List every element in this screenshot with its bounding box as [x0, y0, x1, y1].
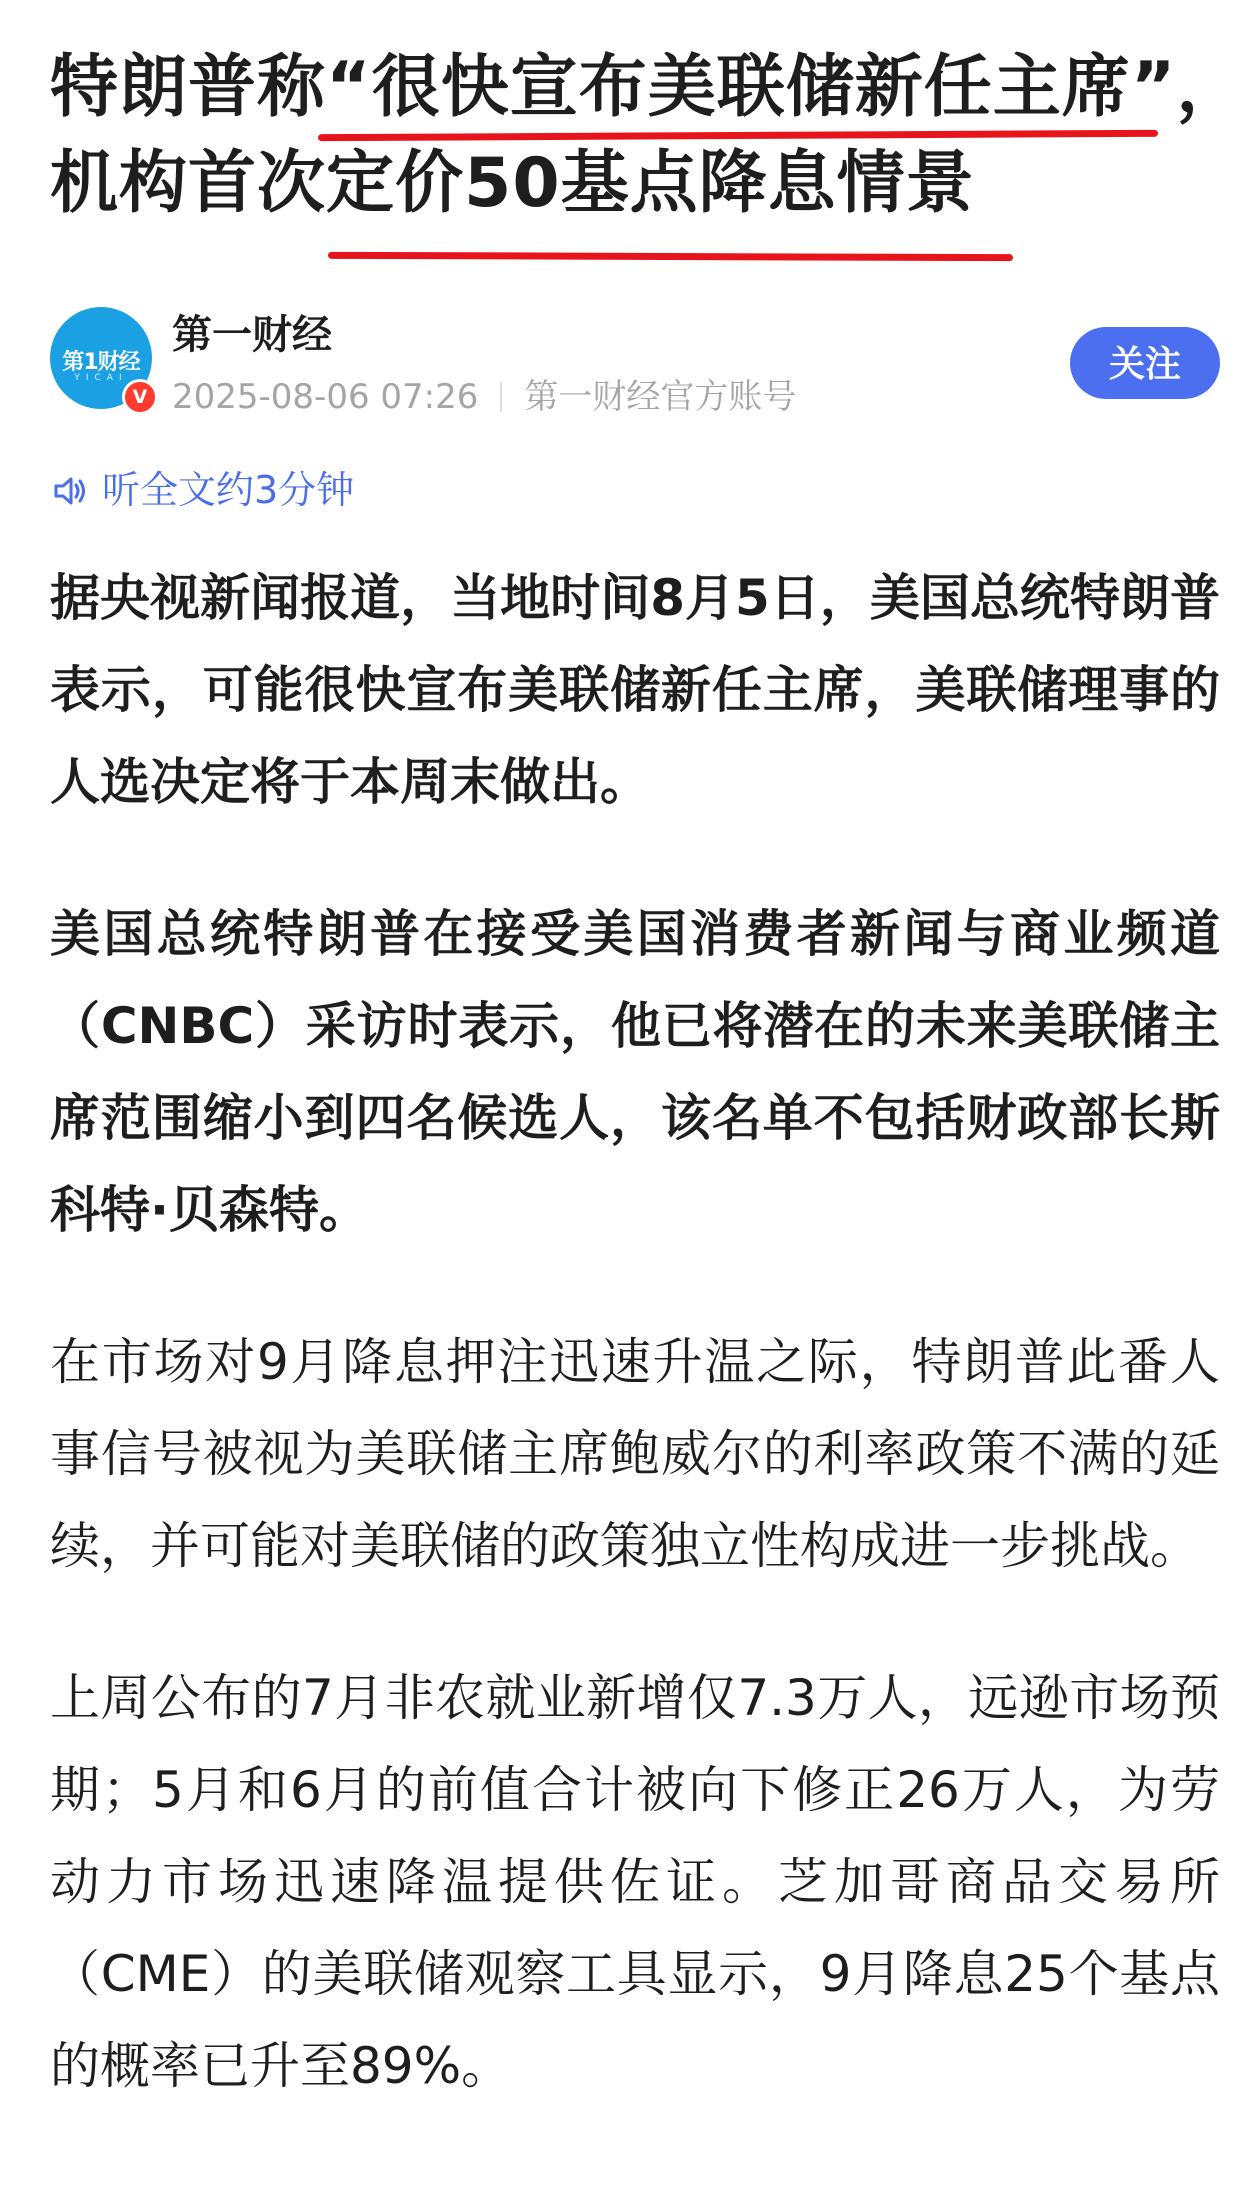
red-underline-annotation: [328, 252, 1013, 261]
paragraph-3: 在市场对9月降息押注迅速升温之际，特朗普此番人事信号被视为美联储主席鲍威尔的利率政策不满的延续，并可能对美联储的政策独立性构成进一步挑战。: [50, 1333, 1220, 1575]
publish-date: 2025-08-06 07:26: [172, 377, 479, 417]
paragraph-2: 美国总统特朗普在接受美国消费者新闻与商业频道（CNBC）采访时表示，他已将潜在的未来美联储主席范围缩小到四名候选人，该名单不包括财政部长斯科特·贝森特。: [50, 905, 1220, 1239]
meta-divider: [500, 382, 502, 412]
speaker-icon: [52, 473, 88, 509]
author-meta: [172, 369, 796, 418]
paragraph-1: 据央视新闻报道，当地时间8月5日，美国总统特朗普表示，可能很快宣布美联储新任主席，美联储理事的人选决定将于本周末做出。: [50, 569, 1220, 811]
verified-badge-icon: V: [122, 379, 158, 415]
follow-button[interactable]: 关注: [1070, 327, 1220, 399]
listen-full-article-button[interactable]: [52, 462, 354, 518]
yicai-logo: 第1财经: [62, 350, 140, 375]
article-body: [50, 552, 1220, 2172]
yicai-logo-subtext: YICAI: [74, 373, 128, 383]
author-row: [50, 303, 1220, 417]
account-type: 第一财经官方账号: [524, 377, 797, 417]
article-title-line-1: 特朗普称“很快宣布美联储新任主席”，: [50, 48, 1246, 127]
listen-label: 听全文约3分钟: [102, 468, 355, 512]
author-name[interactable]: 第一财经: [172, 312, 332, 358]
paragraph-4: 上周公布的7月非农就业新增仅7.3万人，远逊市场预期；5月和6月的前值合计被向下修正26万人，为劳动力市场迅速降温提供佐证。芝加哥商品交易所（CME）的美联储观察工具显示，9月降息25个基点的概率已升至89%。: [50, 1669, 1220, 2095]
article-title-line-2: 机构首次定价50基点降息情景: [50, 144, 975, 223]
